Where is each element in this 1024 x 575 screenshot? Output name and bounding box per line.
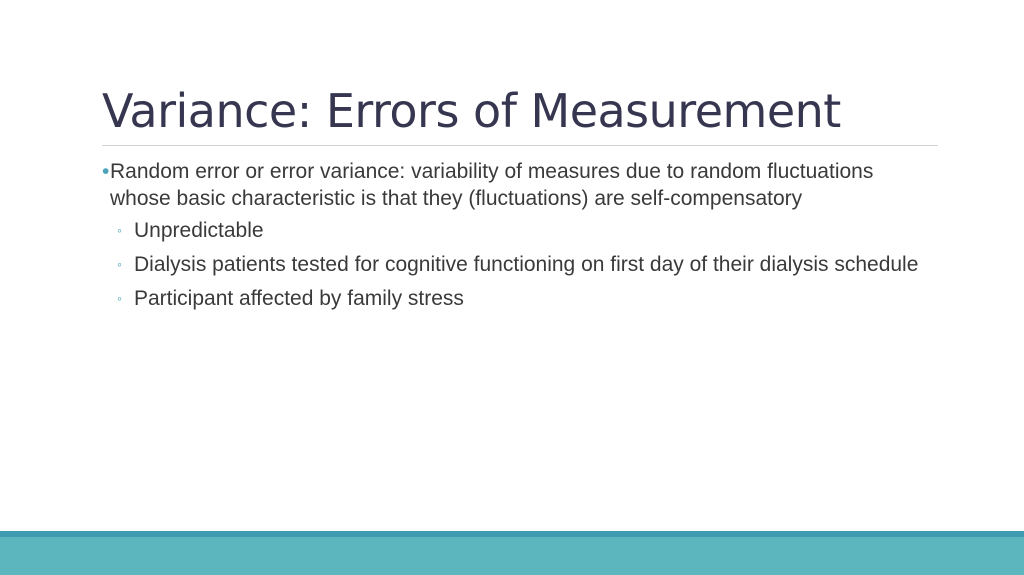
sub-bullet-text: Unpredictable	[134, 219, 264, 242]
sub-bullet-marker-icon: ◦	[117, 256, 122, 272]
sub-bullet-text: Participant affected by family stress	[134, 287, 464, 310]
sub-bullet-item	[102, 251, 932, 278]
bullet-text: Random error or error variance: variability of measures due to random fluctuations whose basic characteristic is that they (fluctuations) are self-compensatory	[110, 160, 874, 210]
slide-content	[102, 158, 932, 319]
sub-bullet-text: Dialysis patients tested for cognitive functioning on first day of their dialysis schedule	[134, 253, 919, 276]
bullet-marker-icon: •	[102, 160, 110, 183]
footer-band-accent	[0, 531, 1024, 537]
sub-bullet-marker-icon: ◦	[117, 222, 122, 238]
bullet-item	[102, 158, 932, 212]
sub-bullet-item	[102, 285, 932, 312]
slide-title: Variance: Errors of Measurement	[102, 84, 841, 138]
title-divider	[102, 145, 938, 146]
sub-bullet-item	[102, 217, 932, 244]
footer-band	[0, 531, 1024, 575]
sub-bullet-marker-icon: ◦	[117, 290, 122, 306]
